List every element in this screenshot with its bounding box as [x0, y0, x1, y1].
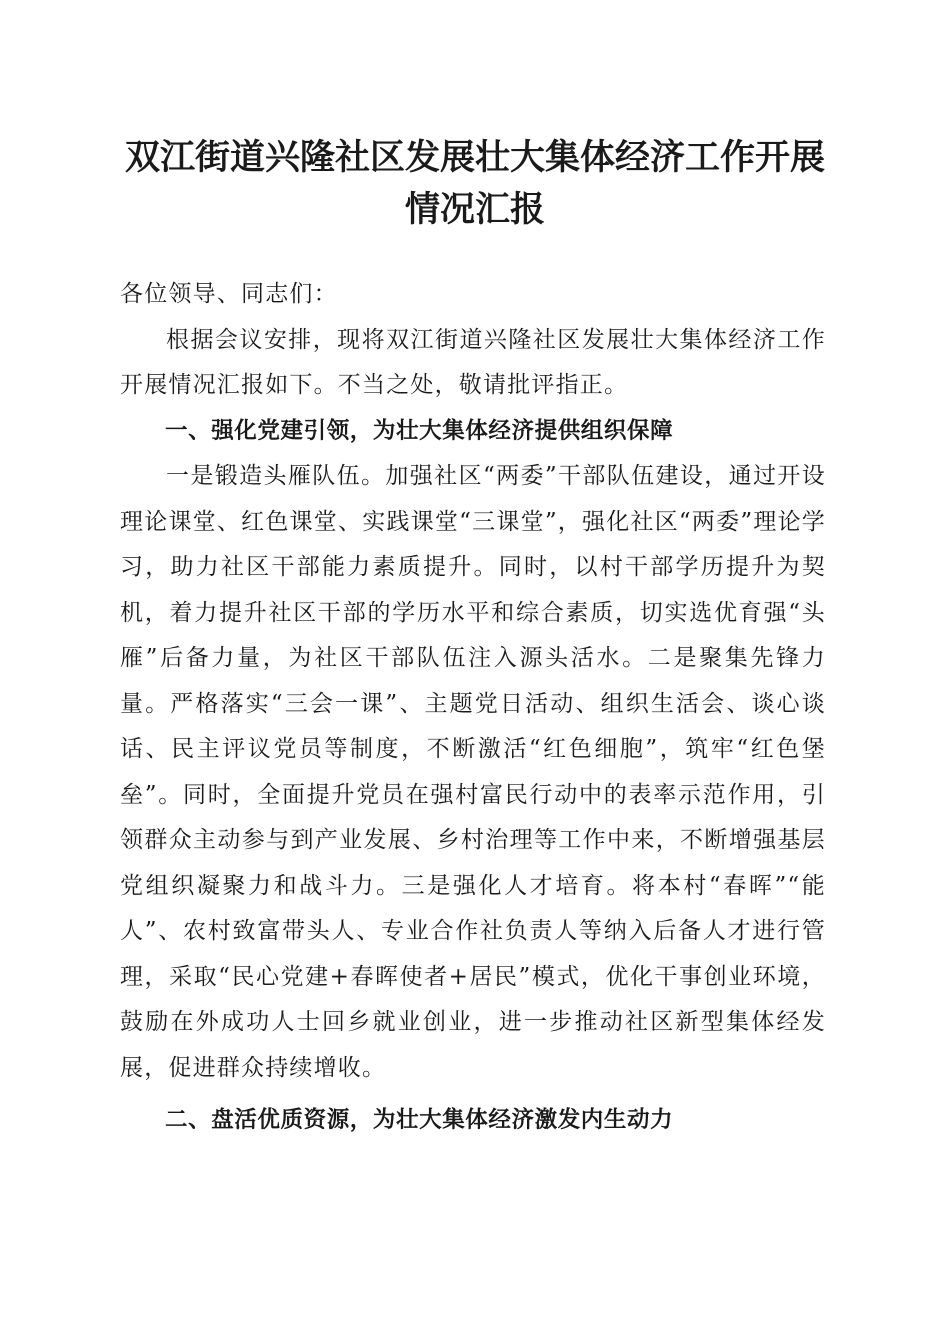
intro-paragraph: 根据会议安排，现将双江街道兴隆社区发展壮大集体经济工作开展情况汇报如下。不当之处，敬请批评指正。 [120, 326, 826, 398]
salutation: 各位领导、同志们： [120, 281, 338, 307]
section-2-heading: 二、盘活优质资源，为壮大集体经济激发内生动力 [165, 1107, 674, 1133]
section-1-paragraph: 一是锻造头雁队伍。加强社区“两委”干部队伍建设，通过开设理论课堂、红色课堂、实践课堂“三课堂”，强化社区“两委”理论学习，助力社区干部能力素质提升。同时，以村干部学历提升为契机，着力提升社区干部的学历水平和综合素质，切实选优育强“头雁”后备力量，为社区干部队伍注入源头活水。二是聚集先锋力量。严格落实“三会一课”、主题党日活动、组织生活会、谈心谈话、民主评议党员等制度，不断激活“红色细胞”，筑牢“红色堡垒”。同时，全面提升党员在强村富民行动中的表率示范作用，引领群众主动参与到产业发展、乡村治理等工作中来，不断增强基层党组织凝聚力和战斗力。三是强化人才培育。将本村“春晖”“能人”、农村致富带头人、专业合作社负责人等纳入后备人才进行管理，采取“民心党建+春晖使者+居民”模式，优化干事创业环境，鼓励在外成功人士回乡就业创业，进一步推动社区新型集体经发展，促进群众持续增收。 [120, 463, 826, 1081]
document-body [120, 272, 826, 1144]
document-title: 双江街道兴隆社区发展壮大集体经济工作开展情况汇报 [124, 137, 825, 230]
section-1-heading: 一、强化党建引领，为壮大集体经济提供组织保障 [165, 417, 674, 444]
